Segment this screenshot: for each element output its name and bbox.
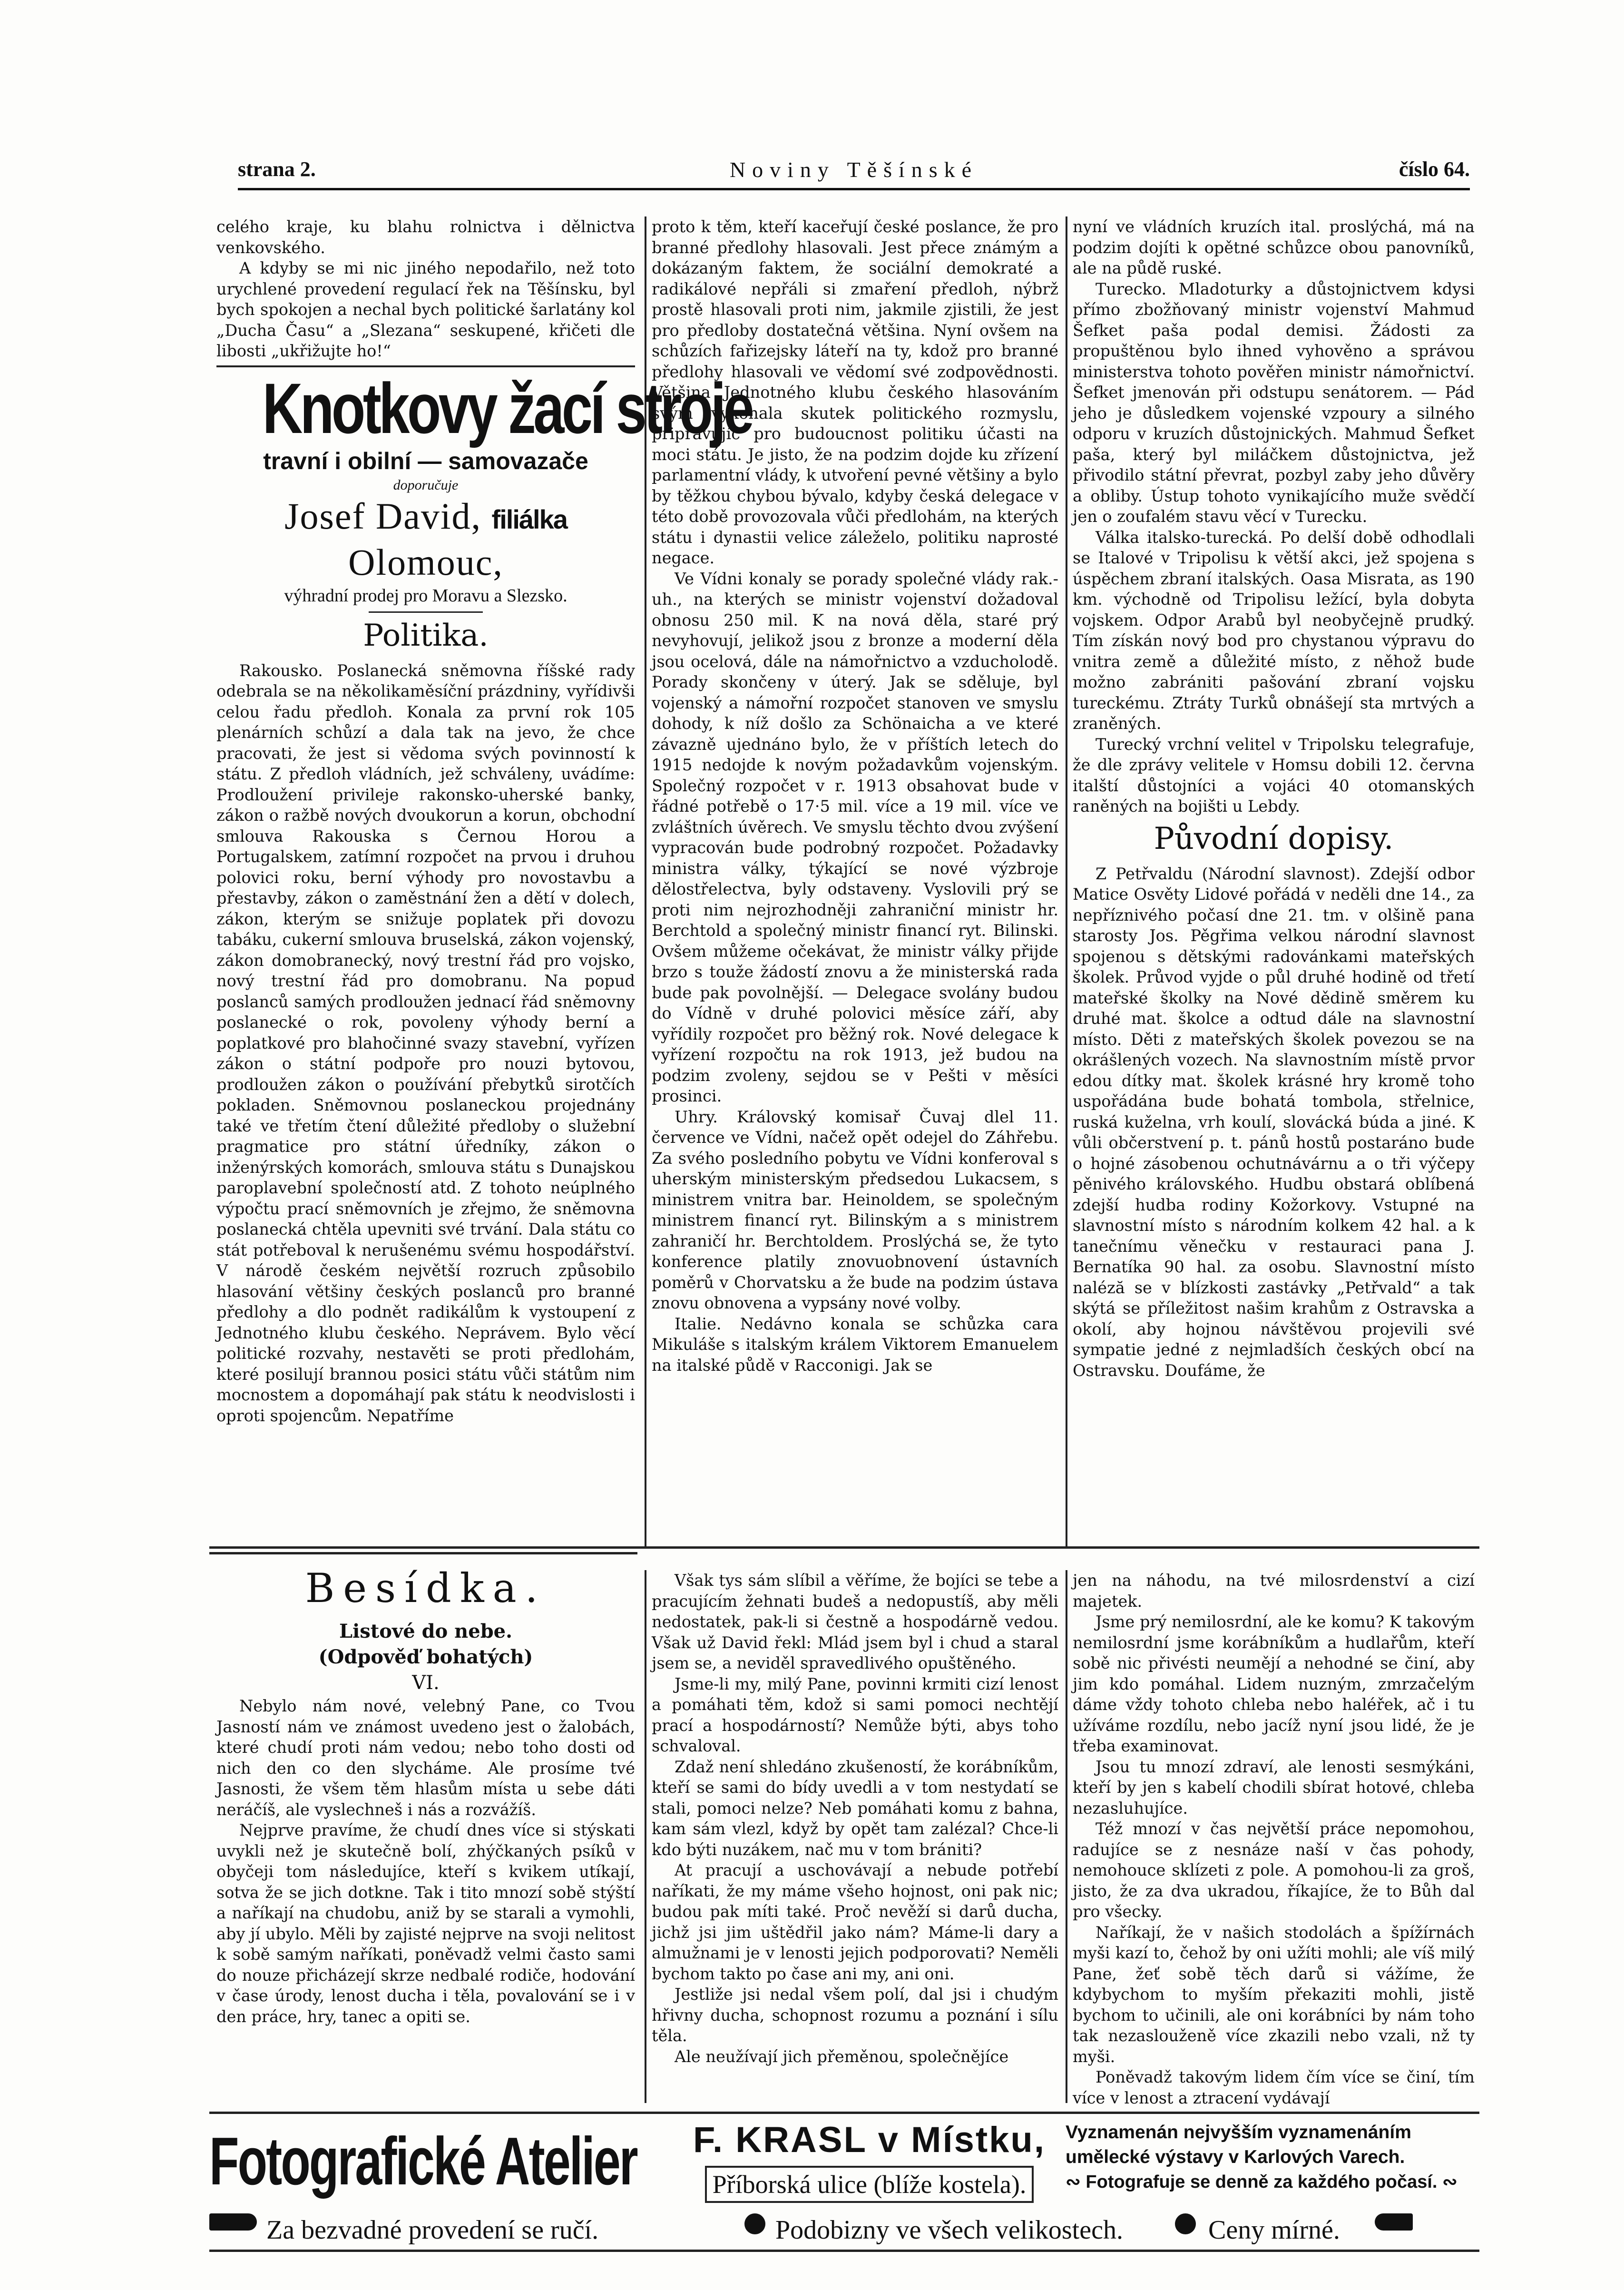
paragraph: jen na náhodu, na tvé milosrdenství a cizí majetek. (1073, 1571, 1475, 1611)
paragraph: celého kraje, ku blahu rolnictva i dělnictva venkovského. (216, 217, 635, 257)
ad-title: Knotkovy žací stroje (262, 368, 752, 448)
paragraph: Turecký vrchní velitel v Tripolsku telegrafuje, že dle zprávy velitele v Homsu dobili 12. června italští důstojníci a vojáci 40 otomanských raněných na bojišti u Lebdy. (1073, 735, 1475, 816)
bottom-ad-title-box (209, 2116, 671, 2216)
column-divider (1066, 1570, 1067, 2103)
section-divider (209, 1552, 637, 1554)
ad-vendor-branch: filiálka (491, 504, 567, 534)
paragraph: Též mnozí v čas největší práce nepomohou, radujíce se z nesnáze naší v čas pohody, nemohouce sklízeti z pole. A pomohou-li za groš, jisto, že za dva ukradou, říkajíce, že to Bůh dal pro všecky. (1073, 1819, 1475, 1921)
bottom-ad-award-2: umělecké výstavy v Karlových Varech. (1066, 2147, 1405, 2167)
column-divider (645, 1570, 646, 2103)
besidka-subtitle-2: (Odpověď bohatých) (318, 1646, 533, 1668)
bottom-ad-title: Fotografické Atelier (209, 2123, 637, 2199)
ornament-icon: ∾ (1066, 2172, 1086, 2192)
column-2-top (652, 216, 1058, 1542)
bottom-ad-street: Příborská ulice (blíže kostela). (705, 2166, 1034, 2203)
header-rule (238, 188, 1470, 190)
bottom-ad-footer-1: Za bezvadné provedení se ručí. (266, 2215, 599, 2245)
besidka-column-2 (652, 1570, 1058, 2108)
column-1-top (216, 216, 752, 1520)
paragraph: nyní ve vládních kruzích ital. proslýchá, má na podzim dojíti k opětné schůzce obou panovníků, ale na půdě ruské. (1073, 217, 1475, 277)
ad-vendor-name: Josef David, (284, 495, 482, 537)
bottom-ad-weather: Fotografuje se denně za každého počasí. (1086, 2172, 1438, 2192)
bottom-ad-footer (209, 2213, 1475, 2247)
advertisement-knotkovy (216, 368, 752, 608)
section-title-politika: Politika. (363, 618, 489, 653)
besidka-column-3 (1073, 1570, 1475, 2108)
page-number: strana 2. (238, 157, 316, 181)
ornament-icon: ∾ (1437, 2172, 1458, 2192)
ad-note: výhradní prodej pro Moravu a Slezsko. (284, 585, 567, 606)
bottom-ad-footer-2: Podobizny ve všech velikostech. (775, 2215, 1123, 2245)
section-rule (216, 365, 635, 367)
paragraph: Uhry. Královský komisař Čuvaj dlel 11. července ve Vídni, načež opět odejel do Záhřebu. Za svého posledního pobytu ve Vídni konferoval s uherským ministerským předsedou Lukacsem, s ministrem vnitra bar. Heinoldem, se společným ministrem financí ryt. Bilinským a s ministrem zahraničí hr. Berchtoldem. Proslýchá se, že tyto konference platily znovuobnovení ústavních poměrů v Chorvatsku a že bude na podzim ústava znovu obnovena a vypsány nové volby. (652, 1107, 1058, 1312)
paragraph: At pracují a uschovávají a nebude potřebí naříkati, že my máme všeho hojnost, oni pak nic; budou pak míti také. Proč nevěží si darů ducha, jichž jsi jim uštědřil jako nám? Máme-li dary a almužnami je v lenosti jejich podporovati? Neměli bychom takto po čase ani my, ani oni. (652, 1861, 1058, 1983)
paragraph: Jestliže jsi nedal všem polí, dal jsi i chudým hřivny ducha, schopnost rozumu a poznání i sílu těla. (652, 1985, 1058, 2045)
paragraph: A kdyby se mi nic jiného nepodařilo, než toto urychlené provedení regulací řek na Těšínsku, byl bych spokojen a nechal bych politické šarlatány kol „Ducha Času“ a „Slezana“ seskupené, křičeti dle libosti „ukřižujte ho!“ (216, 259, 635, 360)
paragraph: Jsou tu mnozí zdraví, ale lenosti sesmýkáni, kteří by jen s kabelí chodili sbírat hotové, chleba nezasluhujíce. (1073, 1757, 1475, 1818)
bottom-ad-awards (1066, 2120, 1479, 2194)
paragraph: Ve Vídni konaly se porady společné vlády rak.-uh., na kterých se ministr vojenství dožadoval obnosu 250 mil. K na nová děla, staré prý nevyhovují, jelikož jsou z bronze a moderní děla jsou ocelová, dále na námořnictvo a vzducholodě. Porady skončeny v úterý. Jak se sděluje, byl vojenský a námořní rozpočet stanoven ve smyslu dohody, k níž došlo za Schönaicha a ve které závazně ujednáno bylo, že v příštích letech do 1915 nedojde k novým požadavkům vojenským. Společný rozpočet v r. 1913 obsahovat bude v řádné potřebě o 17·5 mil. více a 19 mil. více ve zvláštních úvěrech. Ve smyslu těchto dvou zvýšení vypracován bude podrobný rozpočet. Požadavky ministra války, týkající se nové výzbroje dělostřelectva, byly odstaveny. Vyslovili prý se proti nim nejrozhodněji zahraniční ministr hr. Berchtold a společný ministr financí ryt. Bilinski. Ovšem můžeme očekávat, že ministr války přijde brzo s touže žádostí znovu a že ministerská rada bude pak povolnější. — Delegace svolány budou do Vídně v druhé polovici měsíce září, aby vyřídily rozpočet pro běžný rok. Nové delegace k vyřízení rozpočtu na rok 1913, jež budou na podzim zvoleny, sejdou se v Pešti v měsíci prosinci. (652, 569, 1058, 1105)
ad-top-rule (209, 2112, 1479, 2114)
section-title-besidka: Besídka. (305, 1565, 547, 1612)
bottom-ad-footer-3: Ceny mírné. (1208, 2215, 1340, 2245)
issue-number: číslo 64. (1399, 157, 1470, 181)
paragraph: Ale neužívají jich přeměnou, společnějíce (675, 2047, 1009, 2066)
paragraph: Rakousko. Poslanecká sněmovna říšské rady odebrala se na několikaměsíční prázdniny, vyřídivši celou řadu předloh. Konala za první rok 105 plenárních schůzí a dala tak na jevo, že chce pracovati, že jest si vědoma svých povinností k státu. Z předloh vládních, jež schváleny, uvádíme: Prodloužení privileje rakonsko-uherské banky, zákon o ražbě nových dvoukorun a korun, obchodní smlouva Rakouska s Černou Horou a Portugalskem, zatímní rozpočet na prvou i druhou polovici roku, berní výhody pro novostavbu a přestavby, zákon o zaměstnání žen a dětí v dolech, zákon, kterým se snižuje poplatek při dovozu tabáku, cukerní smlouva bruselská, zákon vojenský, zákon domobranecký, nový trestní řád pro vojsko, nový trestní řád pro domobranu. Na popud poslanců samých prodloužen jednací řád sněmovny poslanecké o rok, povoleny výhody berní a poplatkové pro blahočinné svazy stavební, vyřízen zákon o státní podpoře pro nouzi bytovou, prodloužen zákon o používání přebytků sirotčích pokladen. Sněmovnou poslaneckou projednány také ve třetím čtení důležité předloby o služební pragmatice pro státní úředníky, zákon o inženýrských komorách, smlouva státu s Dunajskou paroplavební společností atd. Z tohoto neúplného výpočtu prací sněmovních je zřejmo, že sněmovna poslanecká chtěla upevniti své trvání. Dala státu co stát potřeboval k nerušenému svému hospodářství. V národě českém největší rozruch způsobilo hlasování většiny českých poslanců pro branné předlohy a dlo podnět radikálům k vystoupení z Jednotného klubu českého. Neprávem. Bylo věcí politické rozvahy, nestavěti se proti předlohám, které posilují brannou posici státu vůči státům nim mocnostem a dopomáhají pak státu k neodvislosti i oproti spojencům. Nepatříme (216, 661, 635, 1425)
column-divider (1066, 216, 1067, 1549)
paragraph: Z Petřvaldu (Národní slavnost). Zdejší odbor Matice Osvěty Lidové pořádá v neděli dne 14., za nepříznivého počasí dne 21. tm. v olšině pana starosty Jos. Pěgřima velkou národní slavnost spojenou s dětskými radovánkami mateřských školek. Průvod vyjde o půl druhé hodině od třetí mateřské školky na Nové dědině směrem ku druhé mat. školce a odtud dále na slavnostní místo. Děti z mateřských školek povezou se na okrášlených vozech. Na slavnostním místě prvor edou dítky mat. školek krásné hry kromě toho uspořádána bude bohatá tombola, střelnice, ruská kuželna, vrh koulí, slovácká búda a jiné. K vůli občerstvení p. t. pánů hostů postaráno bude o hojné zásobenou ochutnávárnu a o tři výčepy pěnivého královského. Hudbu obstará oblíbená zdejší hudba rodiny Kožorkovy. Vstupné na slavnostní místo s národním kolkem 42 hal. a k tanečnímu věnečku v restauraci pana J. Bernatíka 90 hal. za osobu. Slavnostní místo naléză se v blízkosti zastávky „Petřvald“ a tak skýtá se příležitost našim krahům z Ostravska a okolí, aby hojnou návštěvou projevili své sympatie jedné z nejmladších českých obcí na Ostravsku. Doufáme, že (1073, 864, 1475, 1380)
paragraph: Jsme-li my, milý Pane, povinni krmiti cizí lenost a pomáhati těm, kdož si sami pomoci nechtějí prací a hospodárností? Nemůže býti, abys toho schvaloval. (652, 1674, 1058, 1755)
ad-recommends: doporučuje (393, 477, 459, 493)
short-rule (369, 611, 483, 613)
besidka-subtitle: Listové do nebe. (339, 1620, 513, 1642)
column-3-top (1073, 216, 1475, 1542)
bottom-ad-name: F. KRASL v Místku, (693, 2120, 1046, 2160)
section-divider (209, 1546, 1479, 1549)
paragraph: Válka italsko-turecká. Po delší době odhodlali se Italové v Tripolisu k větší akci, jež spojena s úspěchem zbraní italských. Oasa Misrata, as 190 km. východně od Tripolisu ležící, byla dobyta vojskem. Odpor Arabů byl neobyčejně prudký. Tím získán nový bod pro chystanou výpravu do vnitra země a důležité místo, z něhož bude možno zabrániti pašování zbraní vojsku tureckému. Ztráty Turků obnášejí sta mrtvých a zraněných. (1073, 528, 1475, 733)
besidka-column-1 (216, 1561, 635, 2108)
paragraph: Nejprve pravíme, že chudí dnes více si stýskati uvykli než je skutečně bolí, zhýčkaných psíků v obyčeji tom následujíce, kteří s kvikem utíkají, sotva že se jich dotkne. Tak i tito mnozí sobě stýští a naříkají na chudobu, aniž by se starali a vymohli, aby jí ubylo. Měli by zajisté nejprve na svoji nelitost k sobě samým naříkati, poněvadž velmi často sami do nouze přicházejí skrze nedbalé rodiče, hodování v čase úrody, lenost ducha i těla, povalování se i v den práce, hry, tanec a opiti se. (216, 1821, 635, 2026)
paragraph: Naříkají, že v našich stodolách a špížírnách myši kazí to, čehož by oni užíti mohli; ale víš milý Pane, žeť sobě těch darů si vážíme, že kdybychom to myším překaziti mohli, jistě bychom to učinili, ale oni korábníci by nám toho tak nezaslouženě více zkazili nebo vzali, nž ty myši. (1073, 1923, 1475, 2066)
bottom-ad-award-3 (1066, 2170, 1479, 2194)
paragraph: Italie. Nedávno konala se schůzka cara Mikuláše s italským králem Viktorem Emanuelem na italské půdě v Racconigi. Jak se (652, 1314, 1058, 1375)
ad-bottom-rule (209, 2250, 1479, 2252)
paragraph: proto k těm, kteří kaceřují české poslance, že pro branné předlohy hlasovali. Jest přece známým a dokázaným faktem, že sociální demokraté a radikálové nepřáli si zmaření předloh, nýbrž prostě hlasovali proti nim, jakmile zjistili, že jest pro předloby dostatečná většina. Nyní ovšem na schůzích fařizejsky láteří na ty, kdož pro branné předlohy hlasovali ve vědomí své zodpovědnosti. Většina Jednotného klubu českého hlasováním svým vykonala skutek politického rozmyslu, připravujíc pro budoucnost politiku účasti na moci státu. Je jisto, že na podzim dojde ku zřízení parlamentní vlády, k utvoření pevné většiny a bylo by těžkou chybou bývalo, kdyby česká delegace v této době provozovala vůči předlohám, na kterých státu i dynastii velice záleželo, politiku naprosté negace. (652, 217, 1058, 567)
paragraph: Nebylo nám nové, velebný Pane, co Tvou Jasností nám ve známost uvedeno jest o žalobách, které chudí proti nám vedou; nebo toho dosti od nich den co den slycháme. Ale prosíme tvé Jasnosti, že všem těm hlasům místa u sebe dáti neráčíš, ale vyslechneš i nás a rozvážíš. (216, 1697, 635, 1819)
besidka-part-number: VI. (412, 1672, 440, 1694)
newspaper-title: Noviny Těšínské (729, 157, 978, 182)
paragraph: Zdaž není shledáno zkušeností, že korábníkům, kteří se sami do bídy uvedli a v tom nestydatí se stali, pomoci nelze? Neb pomáhati komu z bahna, kam sám vlezl, když by opět tam zalézal? Chce-li kdo býti nuzákem, nač mu v tom brániti? (652, 1757, 1058, 1859)
section-title-dopisy: Původní dopisy. (1154, 821, 1394, 856)
ad-vendor (216, 495, 635, 584)
paragraph: Poněvadž takovým lidem čím více se činí, tím více v lenost a ztracení vydávají (1073, 2068, 1475, 2107)
ad-vendor-city: Olomouc, (348, 541, 503, 583)
paragraph: Však tys sám slíbil a věříme, že bojíci se tebe a pracujícím žehnati budeš a nedopustíš, aby měli nedostatek, pak-li si čestně a hospodárně vedou. Však už David řekl: Mlád jsem byl i chud a staral jsem se, a neviděl spravedlivého opuštěného. (652, 1571, 1058, 1672)
ad-subtitle: travní i obilní — samovazače (263, 447, 588, 474)
paragraph: Jsme prý nemilosrdní, ale ke komu? K takovým nemilosrdní jsme korábníkům a hudlařům, kteří sobě nic přivésti neumějí a nehodné se činí, aby jim kdo pomáhal. Lidem nuzným, zmrzačelým dáme vždy tohoto chleba nebo haléřek, ač i tu užíváme rozdílu, nebo jacíž nyní jsou lidé, že je třeba examinovat. (1073, 1612, 1475, 1755)
bottom-ad-award-1: Vyznamenán nejvyšším vyznamenáním (1066, 2122, 1411, 2143)
paragraph: Turecko. Mladoturky a důstojnictvem kdysi přímo zbožňovaný ministr vojenství Mahmud Šefket paša podal demisi. Žádosti za propuštěnou bylo ihned vyhověno a správou ministerstva tohoto pověřen ministr námořnictví. Šefket jmenován při odstupu senátorem. — Pád jeho je důsledkem vojenské vzpoury a silného odporu v kruzích důstojnických. Mahmud Šefket paša, který byl miláčkem důstojnictva, jež přivodilo státní převrat, pozbyl zaby jeho důvěry a obliby. Ústup tohoto vynikajícího muže svědčí jen o zoufalém stavu věcí v Turecku. (1073, 279, 1475, 526)
bottom-ad-studio (678, 2117, 1061, 2203)
